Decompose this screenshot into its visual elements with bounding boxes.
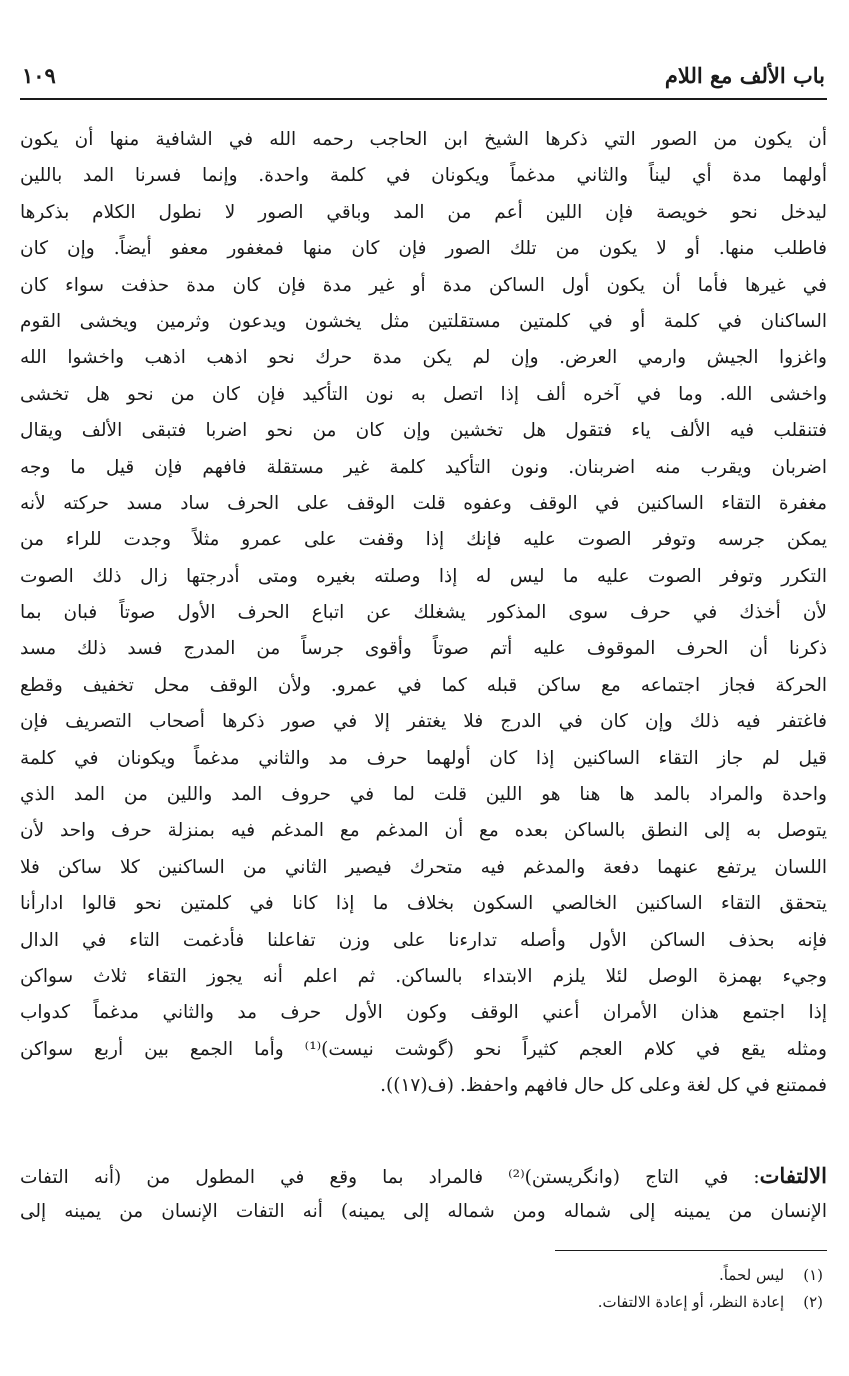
text-line: ومثله يقع في كلام العجم كثيراً نحو (گوشت نيست)⁽¹⁾ وأما الجمع بين أربع سواكن: [20, 1038, 827, 1060]
text-line: ليدخل نحو خويصة فإن اللين أعم من المد وباقي الصور لا نطول الكلام بذكرها: [20, 201, 827, 223]
footnote-1: [20, 1262, 827, 1289]
footnote-number: (١): [803, 1266, 823, 1284]
text-line: إذا اجتمع هذان الأمران أعني الوقف وكون الأول حرف مد والثاني مدغماً كدواب: [20, 1002, 827, 1024]
footnote-text: إعادة النظر، أو إعادة الالتفات.: [597, 1293, 785, 1311]
text-line: اضربان ويقرب منه اضربنان. ونون التأكيد كلمة غير مستقلة فافهم فإن قيل ما وجه: [20, 456, 827, 478]
footnotes: [20, 1262, 827, 1316]
text-line: يمكن جرسه وتوفر الصوت عليه فإنك إذا وقفت على عمرو مثلاً وجدت للراء من: [20, 529, 827, 551]
section-text-line: الإنسان من يمينه إلى شماله ومن شماله إلى يمينه) أنه التفات الإنسان من يمينه إلى: [20, 1201, 827, 1223]
text-line: قيل لم جاز التقاء الساكنين إذا كان أولهما حرف مد والثاني مدغماً ويكونان في كلمة: [20, 747, 827, 769]
section-iltifat: [20, 1158, 827, 1231]
text-line: لأن أخذك في حرف سوى المذكور يشغلك عن اتباع الحرف الأول صوتاً فبان بما: [20, 602, 827, 624]
text-line: التكرر وتوفر الصوت عليه ما ليس له إذا وصلته بغيره ومتى أدرجتها زال ذلك الصوت: [20, 565, 827, 587]
text-line: ذكرنا أن الحرف الموقوف عليه أتم صوتاً وأقوى جرساً من المدرج فسد ذلك مسد: [20, 638, 827, 660]
header-rule: [20, 98, 827, 100]
section-term: الالتفات: [759, 1163, 827, 1188]
text-line: وجيء بهمزة الوصل لئلا يلزم الابتداء بالساكن. ثم اعلم أنه يجوز التقاء ثلاث سواكن: [20, 965, 827, 987]
text-line: الساكنان في كلمة أو في كلمتين مستقلتين مثل يخشون ويدعون وثرمين ويخشى القوم: [20, 310, 827, 332]
text-line: واحدة والمراد بالمد ها هنا هو اللين قلت لما في حروف المد واللين من المد الذي: [20, 784, 827, 806]
text-line: فاغتفر فيه ذلك وإن كان في الدرج فلا يغتفر إلا في صور ذكرها أصحاب التصريف فإن: [20, 711, 827, 733]
footnote-text: ليس لحماً.: [718, 1266, 785, 1284]
text-line: فتنقلب فيه الألف ياء فتقول هل تخشين وإن كان من نحو اضربا فتبقى الألف ويقال: [20, 420, 827, 442]
main-paragraph: [20, 122, 827, 1105]
text-line: يتوصل به إلى النطق بالساكن بعده مع أن المدغم مع المدغم فيه بمنزلة حرف واحد لأن: [20, 820, 827, 842]
text-line: فممتنع في كل لغة وعلى كل حال فافهم واحفظ. (ف(١٧)).: [380, 1075, 827, 1097]
text-line: أولهما مدة أي ليناً والثاني مدغماً ويكونان في كلمة واحدة. وإنما فسرنا المد باللين: [20, 165, 827, 187]
footnote-rule: [555, 1250, 827, 1251]
book-page: [20, 56, 827, 1356]
text-line: في غيرها فأما أن يكون أول الساكن مدة أو غير مدة فإن كان مدة حذفت سواء كان: [20, 274, 827, 296]
text-line: اللسان يرتفع عنهما دفعة والمدغم فيه متحرك فيصير الثاني من الساكنين كلا ساكن فلا: [20, 856, 827, 878]
text-line: واخشى الله. وما في آخره ألف إذا اتصل به نون التأكيد فإن كان من نحو هل تخشى: [20, 383, 827, 405]
page-number: ١٠٩: [22, 63, 56, 88]
text-line: يتحقق التقاء الساكنين الخالصي السكون بخلاف ما إذا كانا في كلمتين نحو قالوا ادارأنا: [20, 893, 827, 915]
text-line: مغفرة التقاء الساكنين في الوقف وعفوه قلت الوقف على الحرف ساد مسد حركته لأنه: [20, 492, 827, 514]
text-line: فاطلب منها. أو لا يكون من تلك الصور فإن كان منها فمغفور معفو أيضاً. وإن كان: [20, 238, 827, 260]
text-line: فإنه بحذف الساكن الأول وأصله تدارءنا على وزن تفاعلنا فأدغمت التاء في الدال: [20, 929, 827, 951]
chapter-title: باب الألف مع اللام: [664, 63, 825, 88]
text-line: واغزوا الجيش وارمي العرض. وإن لم يكن مدة حرك نحو اذهب اذهب واخشوا الله: [20, 347, 827, 369]
footnote-2: [20, 1289, 827, 1316]
text-line: أن يكون من الصور التي ذكرها الشيخ ابن الحاجب رحمه الله في الشافية منها أن يكون: [20, 129, 827, 150]
section-first-line: [20, 1158, 827, 1194]
section-text: : في التاج (وانگريستن)⁽²⁾ فالمراد بما وقع في المطول من (أنه التفات: [20, 1167, 760, 1188]
running-head: [20, 56, 827, 90]
footnote-number: (٢): [803, 1293, 823, 1311]
text-line: الحركة فجاز اجتماعه مع ساكن قبله كما في عمرو. ولأن الوقف محل تخفيف وقطع: [20, 674, 827, 696]
